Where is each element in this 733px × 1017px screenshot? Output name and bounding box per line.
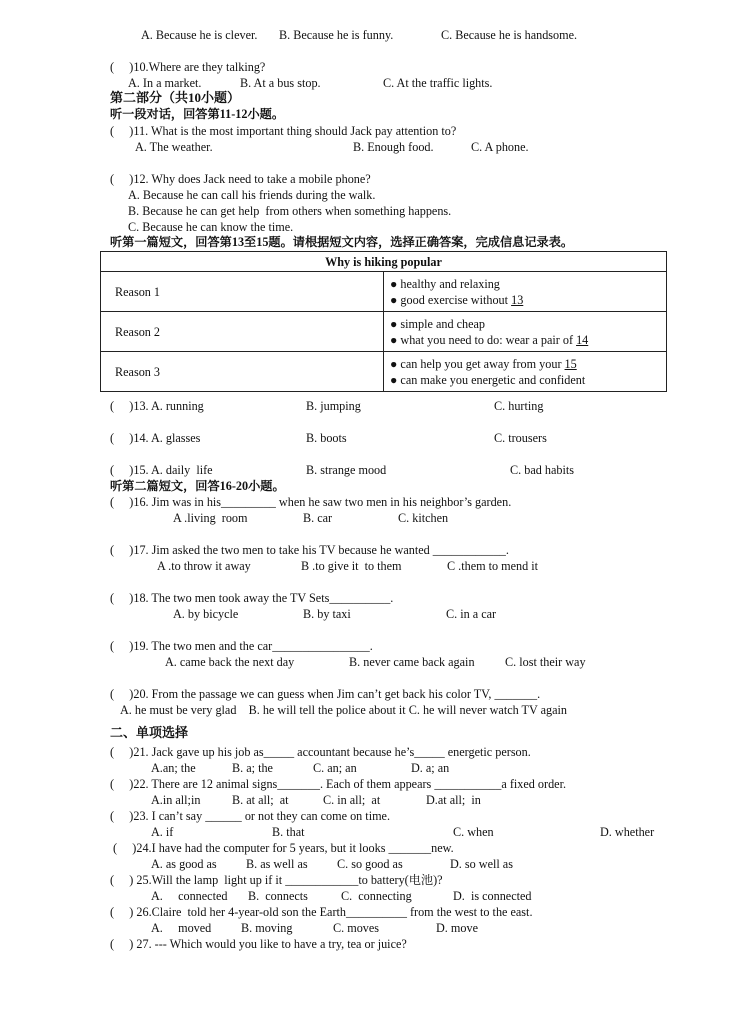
q16-stem: ( )16. Jim was in his_________ when he saw two men in his neighbor’s garden. bbox=[110, 495, 512, 509]
reason-2-line-2-text: ● what you need to do: wear a pair of bbox=[390, 332, 577, 347]
passage2-instruction: 听第二篇短文，回答16-20小题。 bbox=[110, 479, 285, 493]
q19-stem: ( )19. The two men and the car________________. bbox=[110, 639, 373, 653]
blank-15: 15 bbox=[564, 356, 577, 371]
q14-option-c: C. trousers bbox=[494, 431, 547, 445]
q20-stem: ( )20. From the passage we can guess when Jim can’t get back his color TV, _______. bbox=[110, 687, 541, 701]
q22-option-a: A.in all;in bbox=[151, 793, 201, 807]
reason-3-line-1-text: ● can help you get away from your bbox=[390, 356, 565, 371]
q12-option-c: C. Because he can know the time. bbox=[128, 220, 294, 234]
q24-option-c: C. so good as bbox=[337, 857, 403, 871]
q19-option-b: B. never came back again bbox=[349, 655, 475, 669]
q21-stem: ( )21. Jack gave up his job as_____ accountant because he’s_____ energetic person. bbox=[110, 745, 531, 759]
passage1-instruction: 听第一篇短文，回答第13至15题。请根据短文内容，选择正确答案，完成信息记录表。 bbox=[110, 235, 574, 249]
grammar-heading: 二、单项选择 bbox=[110, 725, 189, 740]
q25-option-b: B. connects bbox=[248, 889, 308, 903]
q26-option-d: D. move bbox=[436, 921, 478, 935]
q24-stem: ( )24.I have had the computer for 5 years, but it looks _______new. bbox=[113, 841, 454, 855]
q23-option-a: A. if bbox=[151, 825, 174, 839]
q20-options: A. he must be very glad B. he will tell the police about it C. he will never watch TV again bbox=[120, 703, 567, 717]
table-row bbox=[101, 272, 667, 312]
q18-stem: ( )18. The two men took away the TV Sets__________. bbox=[110, 591, 394, 605]
q22-option-d: D.at all; in bbox=[426, 793, 481, 807]
dialog-instruction: 听一段对话，回答第11-12小题。 bbox=[110, 107, 285, 121]
q23-option-b: B. that bbox=[272, 825, 305, 839]
q16-option-a: A .living room bbox=[173, 511, 248, 525]
q18-option-b: B. by taxi bbox=[303, 607, 351, 621]
q13-option-b: B. jumping bbox=[306, 399, 361, 413]
q11-stem: ( )11. What is the most important thing should Jack pay attention to? bbox=[110, 124, 457, 138]
reason-2-line-1: ● simple and cheap bbox=[390, 316, 486, 331]
reason-detail bbox=[384, 352, 667, 392]
q11-option-a: A. The weather. bbox=[135, 140, 213, 154]
q25-stem: ( ) 25.Will the lamp light up if it ____________to battery(电池)? bbox=[110, 873, 443, 887]
q14-stem: ( )14. A. glasses bbox=[110, 431, 201, 445]
reason-label: Reason 1 bbox=[101, 272, 384, 312]
q9-option-a-b: A. Because he is clever. bbox=[141, 28, 258, 42]
reason-detail bbox=[384, 272, 667, 312]
q22-stem: ( )22. There are 12 animal signs_______. Each of them appears ___________a fixed order. bbox=[110, 777, 567, 791]
blank-13: 13 bbox=[511, 292, 524, 307]
q15-stem: ( )15. A. daily life bbox=[110, 463, 213, 477]
q25-option-d: D. is connected bbox=[453, 889, 532, 903]
q9-option-c: C. Because he is handsome. bbox=[441, 28, 578, 42]
q17-option-a: A .to throw it away bbox=[157, 559, 251, 573]
q23-option-c: C. when bbox=[453, 825, 494, 839]
q9-option-b: B. Because he is funny. bbox=[279, 28, 394, 42]
reason-3-line-2: ● can make you energetic and confident bbox=[390, 372, 586, 387]
reason-3-line-1 bbox=[390, 356, 666, 372]
q17-stem: ( )17. Jim asked the two men to take his TV because he wanted ____________. bbox=[110, 543, 509, 557]
q21-option-d: D. a; an bbox=[411, 761, 450, 775]
blank-14: 14 bbox=[576, 332, 589, 347]
q13-stem: ( )13. A. running bbox=[110, 399, 204, 413]
q27-stem: ( ) 27. --- Which would you like to have a try, tea or juice? bbox=[110, 937, 407, 951]
part2-heading: 第二部分（共10小题） bbox=[110, 90, 241, 105]
q21-option-c: C. an; an bbox=[313, 761, 357, 775]
q16-option-b: B. car bbox=[303, 511, 333, 525]
q16-option-c: C. kitchen bbox=[398, 511, 449, 525]
q25-option-a: A. connected bbox=[151, 889, 228, 903]
q22-option-b: B. at all; at bbox=[232, 793, 289, 807]
q11-option-c: C. A phone. bbox=[471, 140, 529, 154]
q18-option-a: A. by bicycle bbox=[173, 607, 239, 621]
q18-option-c: C. in a car bbox=[446, 607, 497, 621]
q26-stem: ( ) 26.Claire told her 4-year-old son the Earth__________ from the west to the east. bbox=[110, 905, 533, 919]
q24-option-a: A. as good as bbox=[151, 857, 217, 871]
q13-option-c: C. hurting bbox=[494, 399, 544, 413]
q26-option-c: C. moves bbox=[333, 921, 380, 935]
q14-option-b: B. boots bbox=[306, 431, 347, 445]
reason-1-line-1: ● healthy and relaxing bbox=[390, 276, 500, 291]
q21-option-b: B. a; the bbox=[232, 761, 273, 775]
reason-1-line-2 bbox=[390, 292, 666, 308]
q24-option-b: B. as well as bbox=[246, 857, 308, 871]
q23-stem: ( )23. I can’t say ______ or not they can come on time. bbox=[110, 809, 391, 823]
q25-option-c: C. connecting bbox=[341, 889, 412, 903]
q21-option-a: A.an; the bbox=[151, 761, 196, 775]
reason-label: Reason 2 bbox=[101, 312, 384, 352]
q12-stem: ( )12. Why does Jack need to take a mobile phone? bbox=[110, 172, 371, 186]
q10-option-b: B. At a bus stop. bbox=[240, 76, 321, 90]
q19-option-c: C. lost their way bbox=[505, 655, 586, 669]
q11-option-b: B. Enough food. bbox=[353, 140, 434, 154]
q10-stem: ( )10.Where are they talking? bbox=[110, 60, 266, 74]
q15-option-c: C. bad habits bbox=[510, 463, 574, 477]
reason-label: Reason 3 bbox=[101, 352, 384, 392]
q23-option-d: D. whether bbox=[600, 825, 655, 839]
q19-option-a: A. came back the next day bbox=[165, 655, 295, 669]
table-title: Why is hiking popular bbox=[101, 252, 667, 272]
reason-1-line-2-text: ● good exercise without bbox=[390, 292, 512, 307]
q26-option-a: A. moved bbox=[151, 921, 212, 935]
q17-option-b: B .to give it to them bbox=[301, 559, 402, 573]
reason-2-line-2 bbox=[390, 332, 666, 348]
q15-option-b: B. strange mood bbox=[306, 463, 387, 477]
table-row bbox=[101, 312, 667, 352]
info-table bbox=[100, 251, 667, 392]
q10-option-a: A. In a market. bbox=[128, 76, 202, 90]
q26-options bbox=[0, 921, 733, 991]
q17-option-c: C .them to mend it bbox=[447, 559, 539, 573]
q12-option-a: A. Because he can call his friends during the walk. bbox=[128, 188, 376, 202]
q12-option-b: B. Because he can get help from others when something happens. bbox=[128, 204, 452, 218]
q26-option-b: B. moving bbox=[241, 921, 293, 935]
table-row bbox=[101, 352, 667, 392]
reason-detail bbox=[384, 312, 667, 352]
q10-option-c: C. At the traffic lights. bbox=[383, 76, 493, 90]
q22-option-c: C. in all; at bbox=[323, 793, 381, 807]
q24-option-d: D. so well as bbox=[450, 857, 513, 871]
